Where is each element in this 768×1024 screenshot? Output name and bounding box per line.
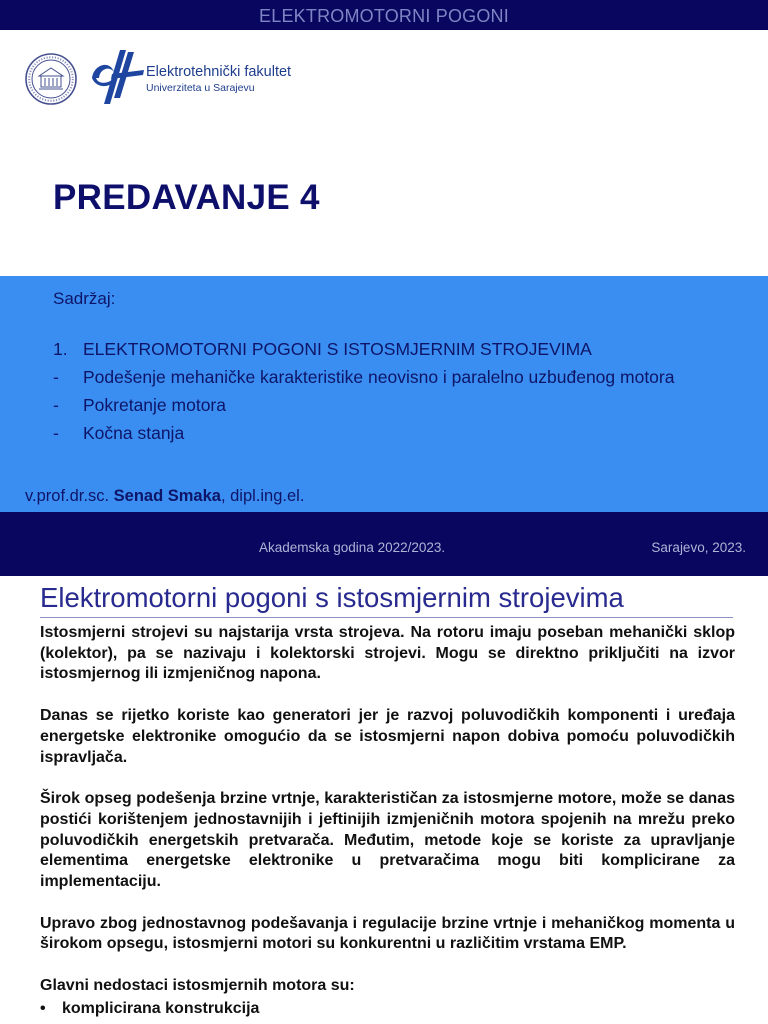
contents-item-text: Podešenje mehaničke karakteristike neovisno i paralelno uzbuđenog motora — [83, 367, 675, 387]
place-date: Sarajevo, 2023. — [651, 540, 746, 555]
footer-bar — [0, 512, 768, 576]
slide-title: Elektromotorni pogoni s istosmjernim strojevima — [40, 582, 624, 613]
contents-item-marker: - — [53, 423, 59, 443]
contents-item-marker: - — [53, 367, 59, 387]
contents-item — [53, 423, 674, 451]
body-paragraph: Glavni nedostaci istosmjernih motora su: — [40, 977, 355, 995]
body-paragraph: Upravo zbog jednostavnog podešavanja i regulacije brzine vrtnje i mehaničkog momenta u širokom opsegu, istosmjerni motori su konkurentni u različitim vrstama EMP. — [40, 914, 735, 953]
contents-item — [53, 339, 674, 367]
list-item: • komplicirana konstrukcija — [40, 999, 735, 1019]
course-title: ELEKTROMOTORNI POGONI — [259, 6, 509, 26]
university-name: Univerziteta u Sarajevu — [146, 82, 255, 94]
body-paragraph: Širok opseg podešenja brzine vrtnje, karakterističan za istosmjerne motore, može se danas postići korištenjem jednostavnijih i jeftinijih izmjeničnih motora spojenih na mrežu preko poluvodičkih energetskih pretvarača. Međutim, metode koje se koriste za upravljanje elementima energetske elektronike u pretvaračima mogu biti komplicirane za implementaciju. — [40, 790, 735, 891]
body-paragraph: Danas se rijetko koriste kao generatori jer je razvoj poluvodičkih komponenti i uređaja energetske elektronike omogućio da se istosmjerni napon dobiva pomoću poluvodičkih ispravljača. — [40, 707, 735, 766]
contents-item-text: Kočna stanja — [83, 423, 185, 443]
content-slide — [0, 576, 768, 1024]
contents-item-text: Pokretanje motora — [83, 395, 226, 415]
etf-logo-icon — [90, 48, 146, 106]
body-paragraph: Istosmjerni strojevi su najstarija vrsta strojeva. Na rotoru imaju poseban mehanički sklop (kolektor), pa se nazivaju i kolektorski strojevi. Mogu se direktno priključiti na izvor istosmjernog ili izmjeničnog napona. — [40, 624, 735, 683]
university-seal-icon — [24, 52, 78, 106]
author-line — [25, 487, 304, 506]
contents-item — [53, 367, 674, 395]
header-bar — [0, 0, 768, 30]
lecture-title: PREDAVANJE 4 — [53, 178, 320, 217]
contents-item-marker: - — [53, 395, 59, 415]
author-title: v.prof.dr.sc. — [25, 487, 114, 505]
contents-item — [53, 395, 674, 423]
academic-year: Akademska godina 2022/2023. — [259, 540, 446, 555]
contents-item-text: ELEKTROMOTORNI POGONI S ISTOSMJERNIM STROJEVIMA — [83, 339, 592, 359]
faculty-name: Elektrotehnički fakultet — [146, 64, 292, 80]
author-name: Senad Smaka — [113, 487, 221, 505]
author-degree: , dipl.ing.el. — [220, 487, 305, 505]
contents-list — [53, 339, 674, 451]
logo-group — [24, 48, 324, 110]
contents-item-marker: 1. — [53, 339, 68, 359]
disadvantages-list — [40, 999, 735, 1019]
contents-panel — [0, 276, 768, 512]
contents-heading: Sadržaj: — [53, 289, 116, 308]
slide-body — [40, 623, 735, 1019]
title-divider — [40, 617, 733, 618]
